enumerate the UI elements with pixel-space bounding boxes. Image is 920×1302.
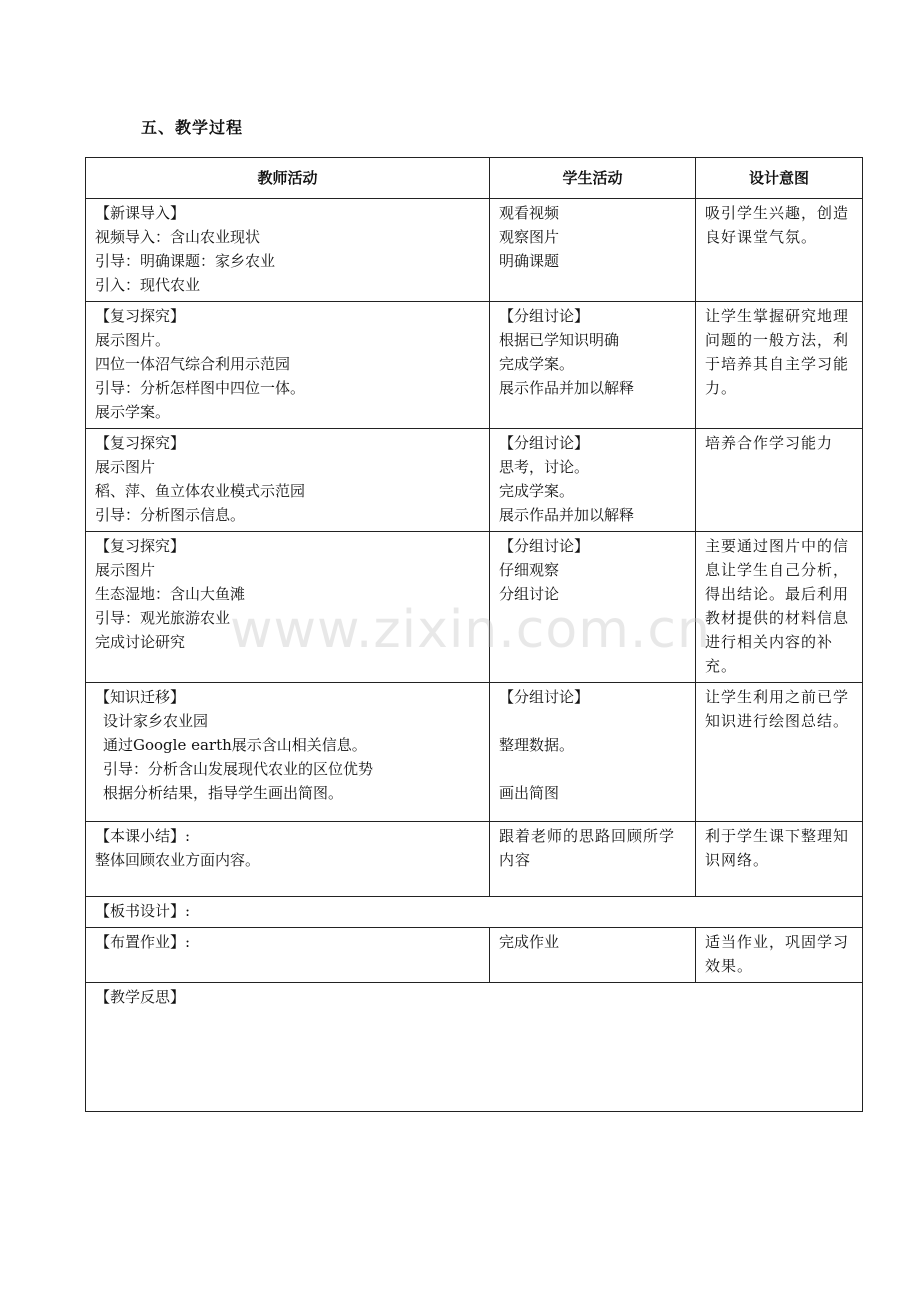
teacher-cell [86, 199, 490, 302]
board-design-row [86, 897, 863, 928]
reflection-cell [86, 983, 863, 1112]
teacher-line: 【复习探究】 [95, 434, 186, 452]
teacher-cell [86, 532, 490, 683]
student-line: 展示作品并加以解释 [499, 379, 635, 397]
student-cell [490, 683, 696, 822]
teacher-line: 视频导入：含山农业现状 [95, 228, 261, 246]
design-cell [696, 199, 863, 302]
teacher-line: 生态湿地：含山大鱼滩 [95, 585, 246, 603]
design-text: 让学生掌握研究地理问题的一般方法，利于培养其自主学习能力。 [705, 307, 850, 397]
homework-teacher-cell [86, 928, 490, 983]
student-line: 展示作品并加以解释 [499, 506, 635, 524]
design-cell [696, 683, 863, 822]
table-header-row [86, 158, 863, 199]
student-cell [490, 199, 696, 302]
student-line: 观看视频 [499, 204, 560, 222]
reflection-row [86, 983, 863, 1112]
teacher-line: 【知识迁移】 [95, 688, 186, 706]
student-line-blank [499, 757, 687, 781]
teacher-line: 【本课小结】: [95, 827, 191, 845]
teacher-line: 根据分析结果，指导学生画出简图。 [103, 784, 344, 802]
homework-design-cell [696, 928, 863, 983]
teacher-line: 设计家乡农业园 [103, 712, 209, 730]
header-design-intent: 设计意图 [696, 158, 863, 199]
student-line: 思考，讨论。 [499, 458, 590, 476]
student-cell [490, 532, 696, 683]
watermark: www.zixin.com.cn [230, 600, 711, 660]
homework-student-cell [490, 928, 696, 983]
design-text: 利于学生课下整理知识网络。 [705, 827, 850, 869]
teacher-line: 【复习探究】 [95, 537, 186, 555]
design-text: 让学生利用之前已学知识进行绘图总结。 [705, 688, 850, 730]
teacher-line: 展示图片。 [95, 331, 171, 349]
section-title: 五、教学过程 [141, 118, 244, 137]
homework-student-text: 完成作业 [499, 933, 560, 951]
student-line: 【分组讨论】 [499, 688, 590, 706]
student-line-blank [499, 709, 687, 733]
teacher-line: 引导：分析怎样图中四位一体。 [95, 379, 306, 397]
student-cell [490, 822, 696, 897]
student-line: 画出简图 [499, 784, 560, 802]
student-line: 明确课题 [499, 252, 560, 270]
teaching-process-table [85, 157, 863, 1112]
teacher-line: 引导：分析含山发展现代农业的区位优势 [103, 760, 374, 778]
board-design-label: 【板书设计】: [95, 902, 191, 920]
table-row [86, 532, 863, 683]
table-row [86, 302, 863, 429]
student-line: 完成学案。 [499, 355, 575, 373]
homework-label: 【布置作业】: [95, 933, 191, 951]
design-cell [696, 532, 863, 683]
teacher-line: 引导：明确课题：家乡农业 [95, 252, 276, 270]
teacher-cell [86, 822, 490, 897]
teacher-line: 整体回顾农业方面内容。 [95, 851, 261, 869]
design-cell [696, 822, 863, 897]
teacher-line: 【新课导入】 [95, 204, 186, 222]
teacher-line: 引入：现代农业 [95, 276, 201, 294]
teacher-line: 四位一体沼气综合利用示范园 [95, 355, 291, 373]
teacher-line: 完成讨论研究 [95, 633, 186, 651]
teacher-cell [86, 683, 490, 822]
student-cell [490, 302, 696, 429]
design-text: 吸引学生兴趣，创造良好课堂气氛。 [705, 204, 850, 246]
teacher-line: 引导：观光旅游农业 [95, 609, 231, 627]
table-row [86, 199, 863, 302]
teacher-line: 通过Google earth展示含山相关信息。 [103, 736, 367, 754]
design-cell [696, 429, 863, 532]
design-text: 主要通过图片中的信息让学生自己分析，得出结论。最后利用教材提供的材料信息进行相关内容的补充。 [705, 537, 850, 675]
table-row [86, 822, 863, 897]
teacher-line: 展示图片 [95, 458, 156, 476]
homework-row [86, 928, 863, 983]
teacher-line: 引导：分析图示信息。 [95, 506, 246, 524]
student-line: 完成学案。 [499, 482, 575, 500]
teacher-line: 稻、萍、鱼立体农业模式示范园 [95, 482, 306, 500]
board-design-cell [86, 897, 863, 928]
reflection-label: 【教学反思】 [95, 988, 186, 1006]
student-line: 整理数据。 [499, 736, 575, 754]
teacher-line: 【复习探究】 [95, 307, 186, 325]
table-row [86, 683, 863, 822]
student-line: 观察图片 [499, 228, 560, 246]
homework-design-text: 适当作业，巩固学习效果。 [705, 933, 850, 975]
teacher-cell [86, 429, 490, 532]
student-line: 仔细观察 [499, 561, 560, 579]
teacher-cell [86, 302, 490, 429]
student-line: 分组讨论 [499, 585, 560, 603]
header-teacher-activity: 教师活动 [86, 158, 490, 199]
design-text: 培养合作学习能力 [705, 434, 834, 452]
teacher-line: 展示图片 [95, 561, 156, 579]
table-row [86, 429, 863, 532]
header-student-activity: 学生活动 [490, 158, 696, 199]
student-text: 跟着老师的思路回顾所学内容 [499, 827, 676, 869]
teacher-line: 展示学案。 [95, 403, 171, 421]
student-line: 【分组讨论】 [499, 537, 590, 555]
student-line: 根据已学知识明确 [499, 331, 620, 349]
student-line: 【分组讨论】 [499, 307, 590, 325]
student-line: 【分组讨论】 [499, 434, 590, 452]
design-cell [696, 302, 863, 429]
student-cell [490, 429, 696, 532]
